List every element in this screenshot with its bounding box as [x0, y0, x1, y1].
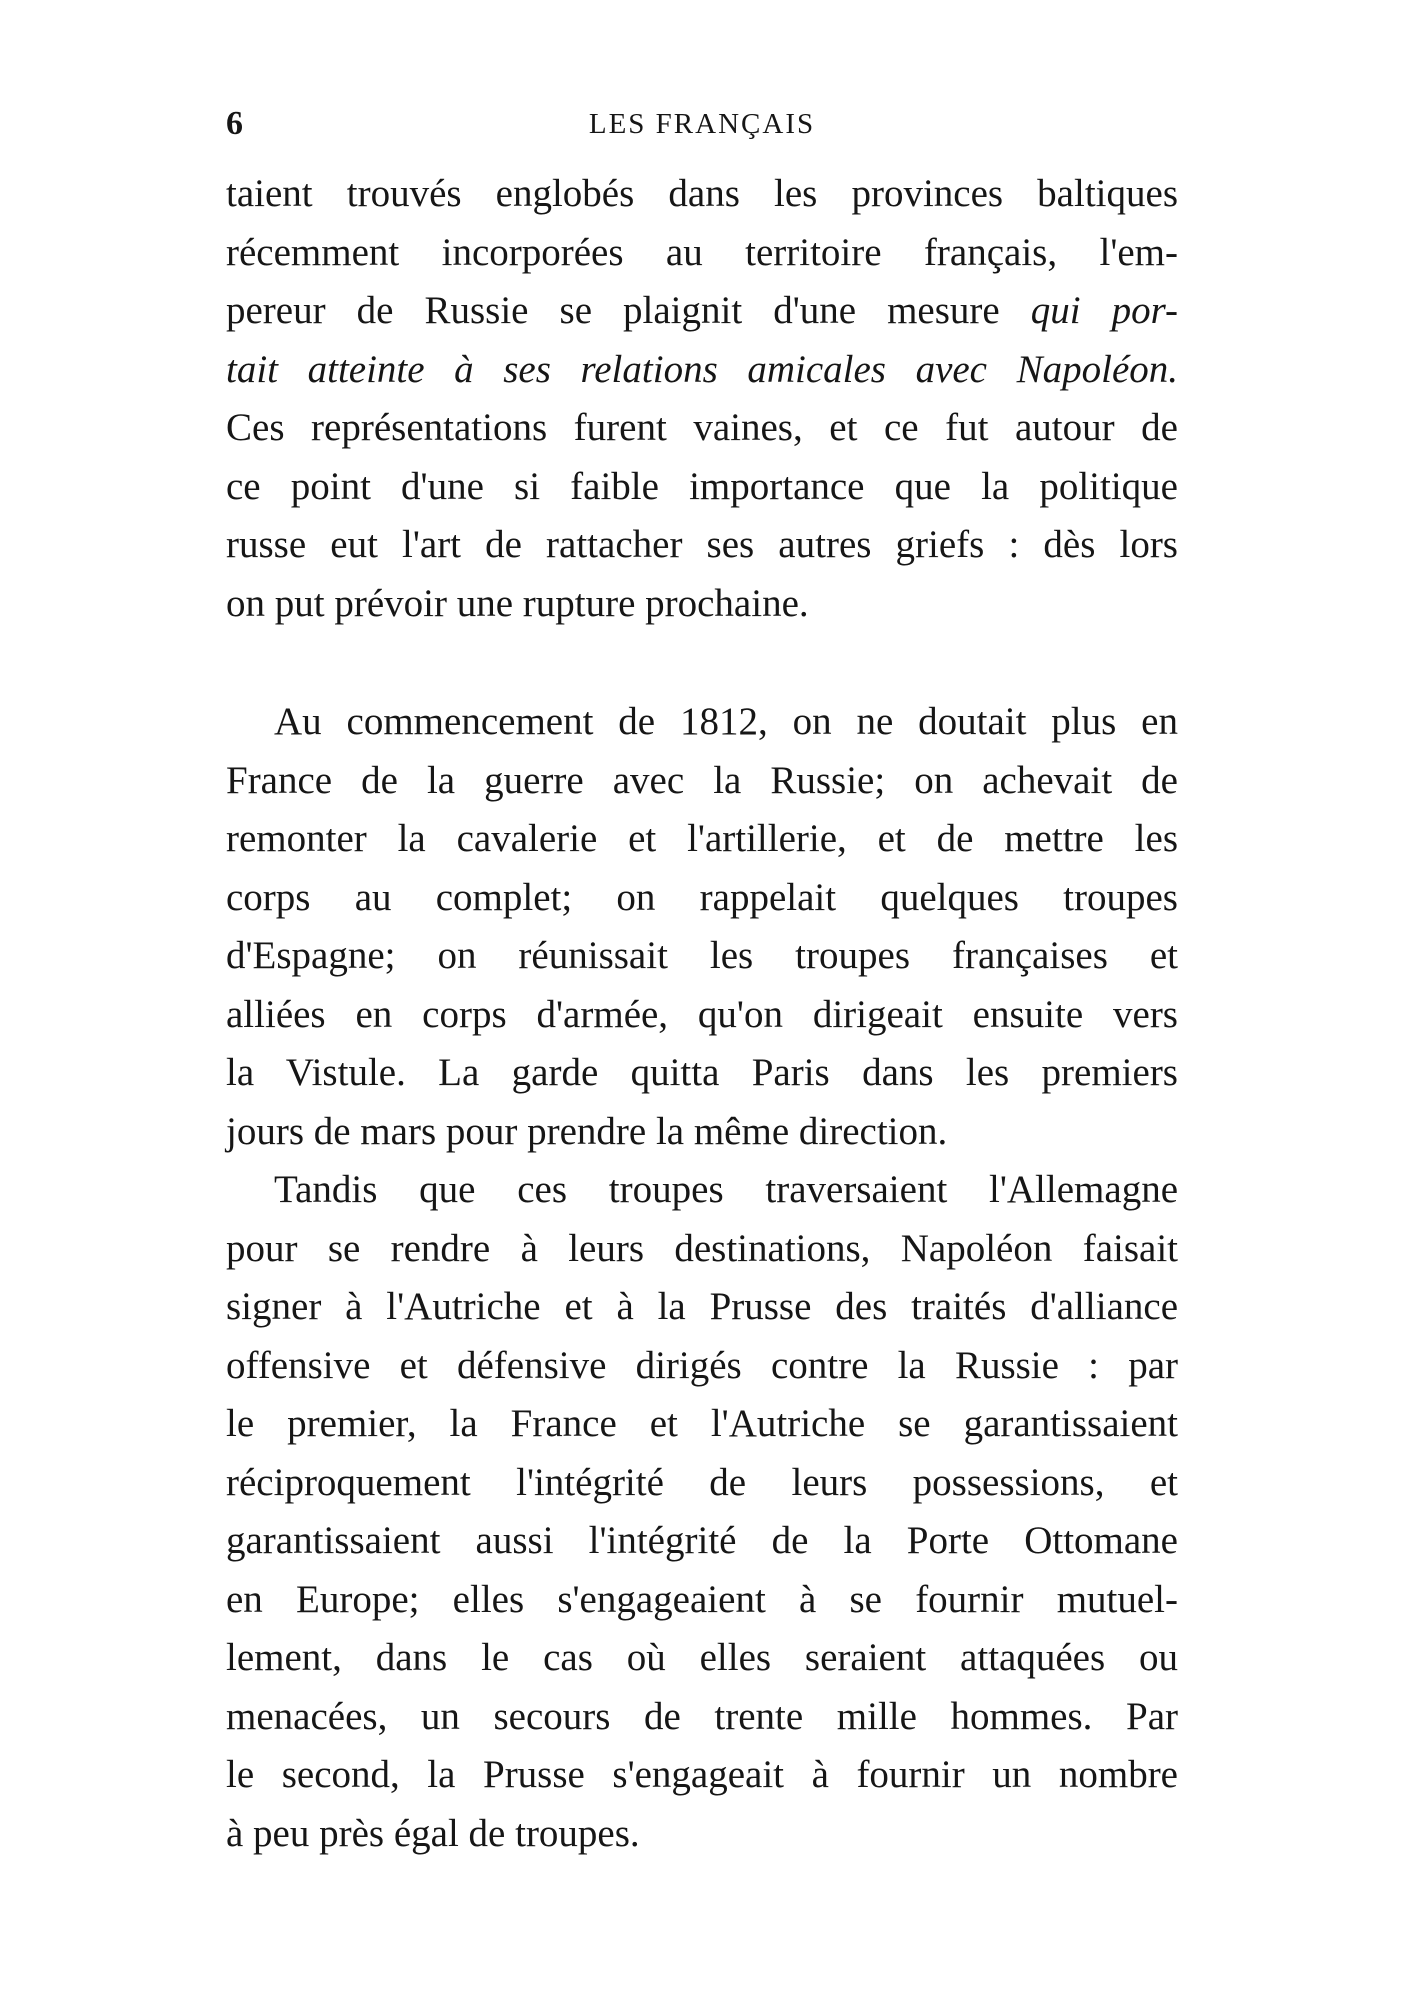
text-line: jours de mars pour prendre la même direction.	[226, 1109, 948, 1153]
text-line: russe eut l'art de rattacher ses autres griefs : dès lors	[226, 523, 1178, 566]
paragraph-3	[226, 1161, 1178, 1863]
body-text	[226, 165, 1178, 1863]
text-line: le premier, la France et l'Autriche se garantissaient	[226, 1402, 1178, 1445]
text-line: Tandis que ces troupes traversaient l'Allemagne	[274, 1168, 1178, 1211]
text-span: pereur de Russie se plaignit d'une mesure	[226, 289, 1000, 332]
text-line: menacées, un secours de trente mille hommes. Par	[226, 1694, 1178, 1738]
text-line: corps au complet; on rappelait quelques troupes	[226, 875, 1178, 919]
text-line: récemment incorporées au territoire français, l'em-	[226, 230, 1178, 274]
running-head	[226, 102, 1178, 146]
text-line: pour se rendre à leurs destinations, Napoléon faisait	[226, 1226, 1178, 1270]
text-line: remonter la cavalerie et l'artillerie, et de mettre les	[226, 817, 1178, 860]
text-line: à peu près égal de troupes.	[226, 1811, 640, 1855]
text-line: on put prévoir une rupture prochaine.	[226, 581, 809, 625]
paragraph-2	[226, 693, 1178, 1161]
text-line: la Vistule. La garde quitta Paris dans les premiers	[226, 1051, 1178, 1094]
text-line: offensive et défensive dirigés contre la Russie : par	[226, 1343, 1178, 1387]
running-title: LES FRANÇAIS	[588, 108, 816, 140]
text-line: Au commencement de 1812, on ne doutait plus en	[274, 700, 1178, 743]
text-line: signer à l'Autriche et à la Prusse des traités d'alliance	[226, 1285, 1178, 1328]
text-line: lement, dans le cas où elles seraient attaquées ou	[226, 1636, 1178, 1679]
text-line: taient trouvés englobés dans les provinces baltiques	[226, 172, 1178, 215]
paragraph-1	[226, 165, 1178, 633]
text-line: tait atteinte à ses relations amicales avec Napoléon.	[226, 347, 1178, 391]
text-line: en Europe; elles s'engageaient à se fournir mutuel-	[226, 1577, 1178, 1621]
paragraph-gap	[226, 633, 1178, 693]
text-line: ce point d'une si faible importance que la politique	[226, 464, 1178, 508]
page-number: 6	[226, 105, 243, 142]
text-line: France de la guerre avec la Russie; on achevait de	[226, 758, 1178, 802]
text-line: Ces représentations furent vaines, et ce fut autour de	[226, 406, 1178, 449]
text-line: d'Espagne; on réunissait les troupes françaises et	[226, 934, 1178, 977]
text-line: le second, la Prusse s'engageait à fournir un nombre	[226, 1753, 1178, 1796]
italic-span: qui por-	[1030, 289, 1178, 332]
text-line: réciproquement l'intégrité de leurs possessions, et	[226, 1460, 1178, 1504]
text-line: garantissaient aussi l'intégrité de la Porte Ottomane	[226, 1519, 1178, 1562]
text-line	[226, 282, 1178, 341]
text-line: alliées en corps d'armée, qu'on dirigeait ensuite vers	[226, 992, 1178, 1036]
